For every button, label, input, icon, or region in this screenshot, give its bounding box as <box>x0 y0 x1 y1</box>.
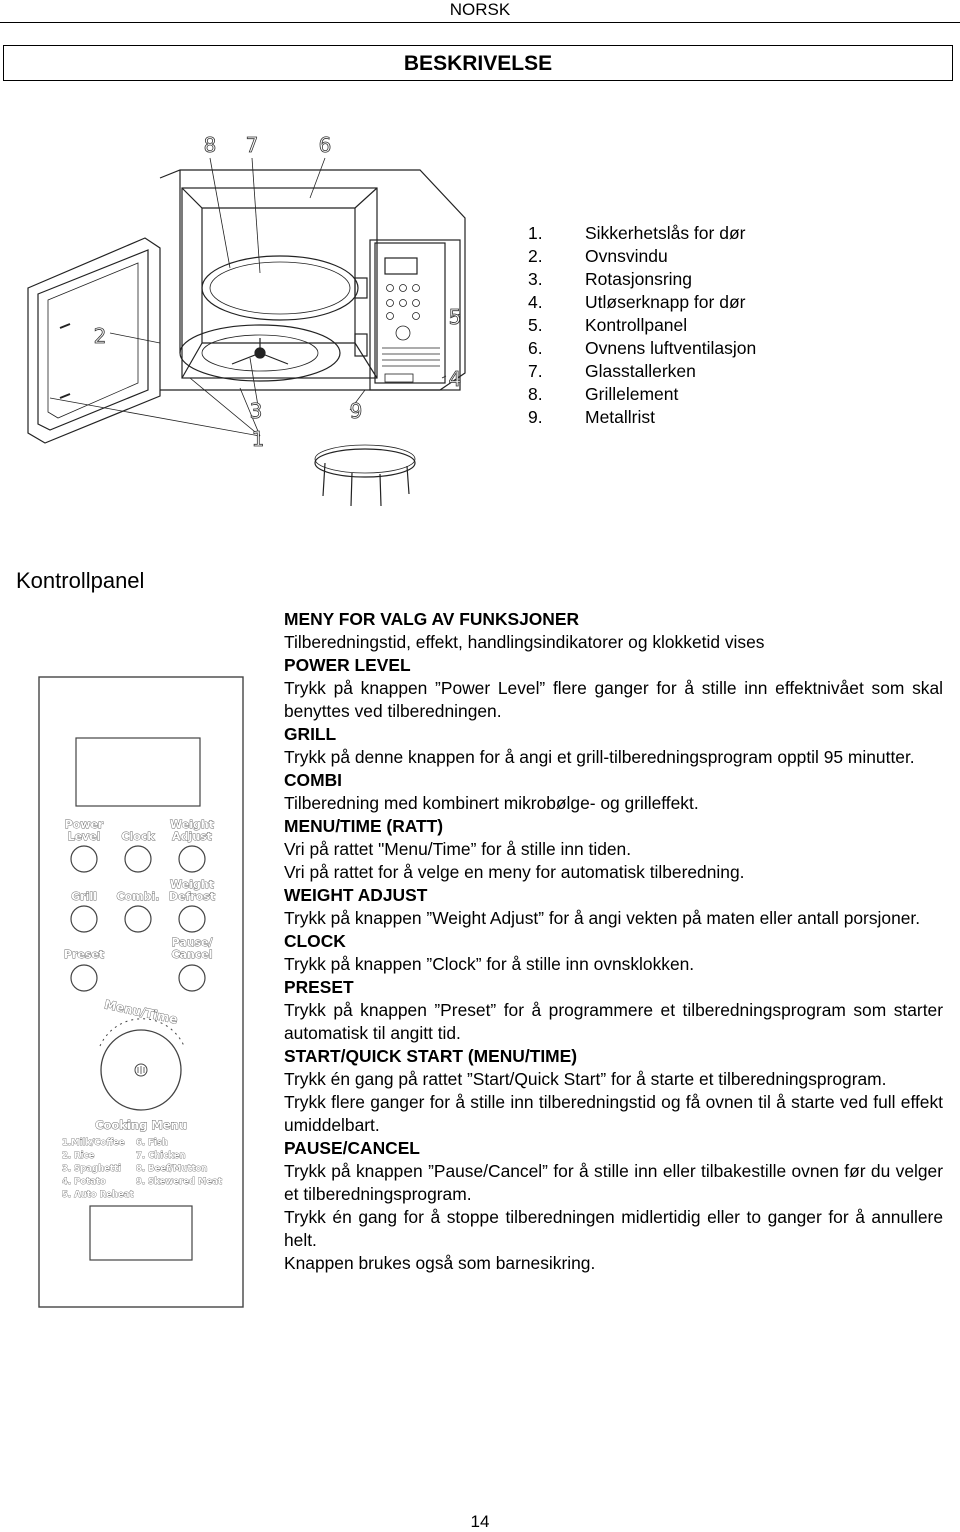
list-item: 6. Ovnens luftventilasjon <box>528 338 757 358</box>
grill-label: Grill <box>71 890 97 903</box>
paragraph: Trykk på knappen ”Pause/Cancel” for å stille inn eller tilbakestille ovnen før du velger et tilberedningsprogram. <box>284 1161 943 1204</box>
turntable <box>180 325 340 381</box>
paragraph: Trykk på knappen ”Preset” for å programmere et tilberedningsprogram som starter automatisk til angitt tid. <box>284 1000 943 1043</box>
panel-mini-buttons <box>382 285 440 383</box>
weight-defrost-label-1: Weight <box>170 878 214 891</box>
cooking-menu-item: 1.Milk/Coffee <box>62 1138 125 1148</box>
section-heading: PAUSE/CANCEL <box>284 1138 420 1158</box>
header-language: NORSK <box>449 0 511 19</box>
cooking-menu-item: 7. Chicken <box>136 1151 186 1161</box>
paragraph: Vri på rattet "Menu/Time” for å stille inn tiden. <box>284 839 632 859</box>
paragraph: Tilberedningstid, effekt, handlingsindikatorer og klokketid vises <box>284 632 765 652</box>
microwave-diagram <box>20 128 490 508</box>
combi-label: Combi. <box>116 890 160 903</box>
list-item: 7. Glasstallerken <box>528 361 696 381</box>
list-item: 3. Rotasjonsring <box>528 269 692 289</box>
weight-defrost-label-2: Defrost <box>168 890 216 903</box>
preset-label: Preset <box>63 948 105 961</box>
power-level-label-1: Power <box>64 818 104 831</box>
panel-display <box>385 258 417 274</box>
paragraph: Trykk flere ganger for å stille inn tilberedningstid og få ovnen til å starte ved full effekt umiddelbart. <box>284 1092 943 1135</box>
cooking-menu-title: Cooking Menu <box>95 1118 187 1132</box>
cooking-menu-item: 5. Auto Reheat <box>62 1190 134 1200</box>
page-title: BESKRIVELSE <box>403 52 553 75</box>
grill-window <box>202 256 358 320</box>
list-item: 9. Metallrist <box>528 407 656 427</box>
paragraph: Trykk én gang for å stoppe tilberedningen midlertidig eller to ganger for å annullere helt. <box>284 1207 943 1250</box>
pause-cancel-button[interactable] <box>179 965 205 991</box>
section-heading: WEIGHT ADJUST <box>284 885 428 905</box>
cooking-menu-item: 2. Rice <box>62 1151 95 1161</box>
callout-4: 4 <box>448 367 462 391</box>
section-heading: MENU/TIME (RATT) <box>284 816 444 836</box>
paragraph: Knappen brukes også som barnesikring. <box>284 1253 596 1273</box>
section-heading: START/QUICK START (MENU/TIME) <box>284 1046 578 1066</box>
oven-body <box>160 170 465 390</box>
pause-cancel-label-1: Pause/ <box>171 936 213 949</box>
callout-5: 5 <box>448 305 462 329</box>
cooking-menu-item: 4. Potato <box>62 1177 106 1187</box>
paragraph: Vri på rattet for å velge en meny for automatisk tilberedning. <box>284 862 745 882</box>
cooking-menu-item: 6. Fish <box>136 1138 168 1148</box>
callout-1: 1 <box>251 427 265 451</box>
callout-9: 9 <box>349 399 363 423</box>
weight-adjust-button[interactable] <box>179 846 205 872</box>
pause-cancel-label-2: Cancel <box>171 948 213 961</box>
combi-button[interactable] <box>125 906 151 932</box>
paragraph: Tilberedning med kombinert mikrobølge- og grilleffekt. <box>284 793 699 813</box>
paragraph: Trykk på knappen ”Weight Adjust” for å angi vekten på maten eller antall porsjoner. <box>284 908 921 928</box>
section-heading: PRESET <box>284 977 354 997</box>
weight-defrost-button[interactable] <box>179 906 205 932</box>
cooking-menu-item: 8. Beef/Mutton <box>136 1164 208 1174</box>
cooking-menu-item: 3. Spaghetti <box>62 1164 121 1174</box>
weight-adjust-label-2: Adjust <box>172 830 212 843</box>
section-heading: POWER LEVEL <box>284 655 411 675</box>
clock-button[interactable] <box>125 846 151 872</box>
power-level-button[interactable] <box>71 846 97 872</box>
section-heading: Kontrollpanel <box>16 568 145 593</box>
weight-adjust-label-1: Weight <box>170 818 214 831</box>
list-item: 8. Grillelement <box>528 384 679 404</box>
cooking-menu-item: 9. Skewered Meat <box>136 1177 223 1187</box>
parts-list <box>528 222 756 429</box>
paragraph: Trykk én gang på rattet ”Start/Quick Start” for å starte et tilberedningsprogram. <box>284 1069 887 1089</box>
panel-display-window <box>76 738 200 806</box>
paragraph: Trykk på knappen ”Clock” for å stille inn ovnsklokken. <box>284 954 695 974</box>
section-heading: GRILL <box>284 724 337 744</box>
section-heading: CLOCK <box>284 931 346 951</box>
callout-3: 3 <box>249 399 263 423</box>
control-panel-diagram <box>38 676 244 1308</box>
callout-7: 7 <box>245 133 259 157</box>
section-heading: COMBI <box>284 770 342 790</box>
paragraph: Trykk på denne knappen for å angi et grill-tilberedningsprogram opptil 95 minutter. <box>284 747 915 767</box>
metal-rack <box>315 445 415 506</box>
callout-2: 2 <box>93 324 107 348</box>
list-item: 5. Kontrollpanel <box>528 315 688 335</box>
callout-6: 6 <box>318 133 332 157</box>
preset-button[interactable] <box>71 965 97 991</box>
page-number: 14 <box>470 1512 490 1531</box>
menu-time-label: Menu/Time <box>103 997 179 1027</box>
callout-8: 8 <box>203 133 217 157</box>
paragraph: Trykk på knappen ”Power Level” flere ganger for å stille inn effektnivået som skal benyttes ved tilberedningen. <box>284 678 943 721</box>
list-item: 4. Utløserknapp for dør <box>528 292 746 312</box>
clock-label: Clock <box>121 830 155 843</box>
function-descriptions <box>284 608 943 1275</box>
header-divider <box>0 22 960 23</box>
list-item: 1. Sikkerhetslås for dør <box>528 223 746 243</box>
panel-outline <box>39 677 243 1307</box>
door-release-button[interactable] <box>90 1206 192 1260</box>
section-heading: MENY FOR VALG AV FUNKSJONER <box>284 609 580 629</box>
list-item: 2. Ovnsvindu <box>528 246 668 266</box>
grill-button[interactable] <box>71 906 97 932</box>
power-level-label-2: Level <box>67 830 101 843</box>
